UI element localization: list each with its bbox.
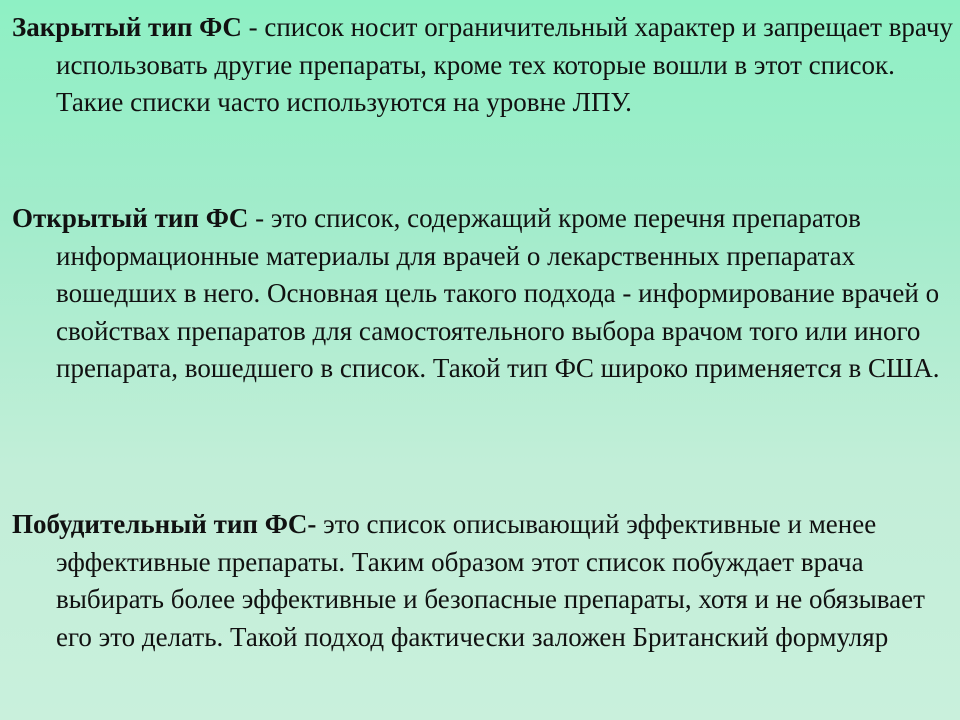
paragraph-closed-type — [12, 9, 956, 122]
description-open-type: - это список, содержащий кроме перечня препаратов информационные материалы для врачей о лекарственных препаратах вошедших в него. Основная цель такого подхода - информирование врачей о свойствах препаратов для самостоятельного выбора врачом того или иного препарата, вошедшего в список. Такой тип ФС широко применяется в США. — [56, 203, 940, 383]
term-open-type: Открытый тип ФС — [12, 203, 249, 233]
term-stimulating-type: Побудительный тип ФС- — [12, 509, 317, 539]
paragraph-open-type — [12, 200, 956, 388]
term-closed-type: Закрытый тип ФС — [12, 12, 242, 42]
description-closed-type: - список носит ограничительный характер и запрещает врачу использовать другие препараты, кроме тех которые вошли в этот список. Такие списки часто используются на уровне ЛПУ. — [56, 12, 953, 117]
paragraph-stimulating-type — [12, 506, 956, 656]
description-stimulating-type: это список описывающий эффективные и менее эффективные препараты. Таким образом этот список побуждает врача выбирать более эффективные и безопасные препараты, хотя и не обязывает его это делать. Такой подход фактически заложен Британский формуляр — [56, 509, 925, 652]
